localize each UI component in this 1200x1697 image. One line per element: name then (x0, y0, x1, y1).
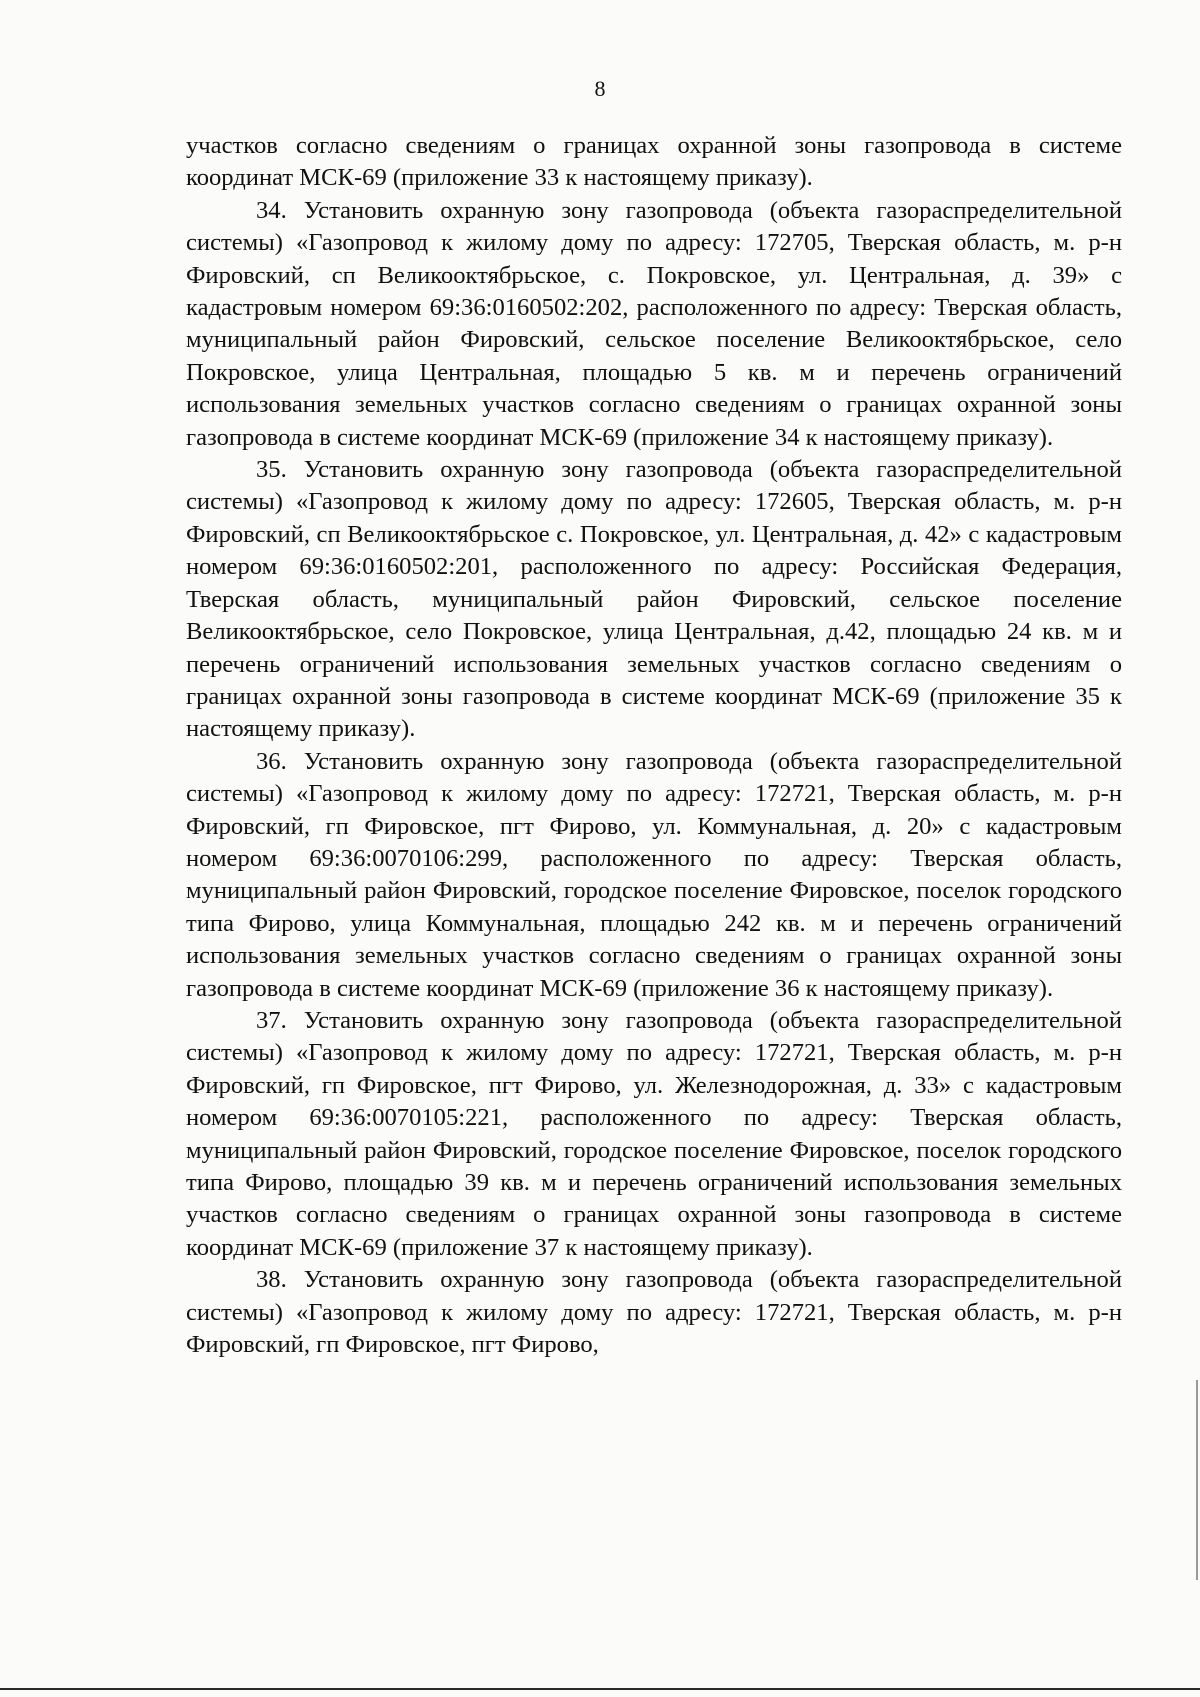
paragraph-item-35: 35. Установить охранную зону газопровода (объекта газораспределительной системы) «Газопровод к жилому дому по адресу: 172605, Тверская область, м. р-н Фировский, сп Великооктябрьское с. Покровское, ул. Центральная, д. 42» с кадастровым номером 69:36:0160502:201, расположенного по адресу: Российская Федерация, Тверская область, муниципальный район Фировский, сельское поселение Великооктябрьское, село Покровское, улица Центральная, д.42, площадью 24 кв. м и перечень ограничений использования земельных участков согласно сведениям о границах охранной зоны газопровода в системе координат МСК-69 (приложение 35 к настоящему приказу). (186, 456, 1122, 743)
document-body (186, 130, 1122, 1361)
page-number: 8 (594, 76, 606, 101)
scan-edge-right (1196, 1380, 1198, 1580)
paragraph-continuation: участков согласно сведениям о границах охранной зоны газопровода в системе координат МСК-69 (приложение 33 к настоящему приказу). (186, 132, 1122, 192)
paragraph-item-37: 37. Установить охранную зону газопровода (объекта газораспределительной системы) «Газопровод к жилому дому по адресу: 172721, Тверская область, м. р-н Фировский, гп Фировское, пгт Фирово, ул. Железнодорожная, д. 33» с кадастровым номером 69:36:0070105:221, расположенного по адресу: Тверская область, муниципальный район Фировский, городское поселение Фировское, поселок городского типа Фирово, площадью 39 кв. м и перечень ограничений использования земельных участков согласно сведениям о границах охранной зоны газопровода в системе координат МСК-69 (приложение 37 к настоящему приказу). (186, 1006, 1122, 1261)
scan-edge-bottom (0, 1688, 1200, 1690)
paragraph-item-34: 34. Установить охранную зону газопровода (объекта газораспределительной системы) «Газопровод к жилому дому по адресу: 172705, Тверская область, м. р-н Фировский, сп Великооктябрьское, с. Покровское, ул. Центральная, д. 39» с кадастровым номером 69:36:0160502:202, расположенного по адресу: Тверская область, муниципальный район Фировский, сельское поселение Великооктябрьское, село Покровское, улица Центральная, площадью 5 кв. м и перечень ограничений использования земельных участков согласно сведениям о границах охранной зоны газопровода в системе координат МСК-69 (приложение 34 к настоящему приказу). (186, 196, 1122, 451)
paragraph-item-36: 36. Установить охранную зону газопровода (объекта газораспределительной системы) «Газопровод к жилому дому по адресу: 172721, Тверская область, м. р-н Фировский, гп Фировское, пгт Фирово, ул. Коммунальная, д. 20» с кадастровым номером 69:36:0070106:299, расположенного по адресу: Тверская область, муниципальный район Фировский, городское поселение Фировское, поселок городского типа Фирово, улица Коммунальная, площадью 242 кв. м и перечень ограничений использования земельных участков согласно сведениям о границах охранной зоны газопровода в системе координат МСК-69 (приложение 36 к настоящему приказу). (186, 747, 1122, 1002)
paragraph-item-38: 38. Установить охранную зону газопровода (объекта газораспределительной системы) «Газопровод к жилому дому по адресу: 172721, Тверская область, м. р-н Фировский, гп Фировское, пгт Фирово, (186, 1266, 1122, 1359)
